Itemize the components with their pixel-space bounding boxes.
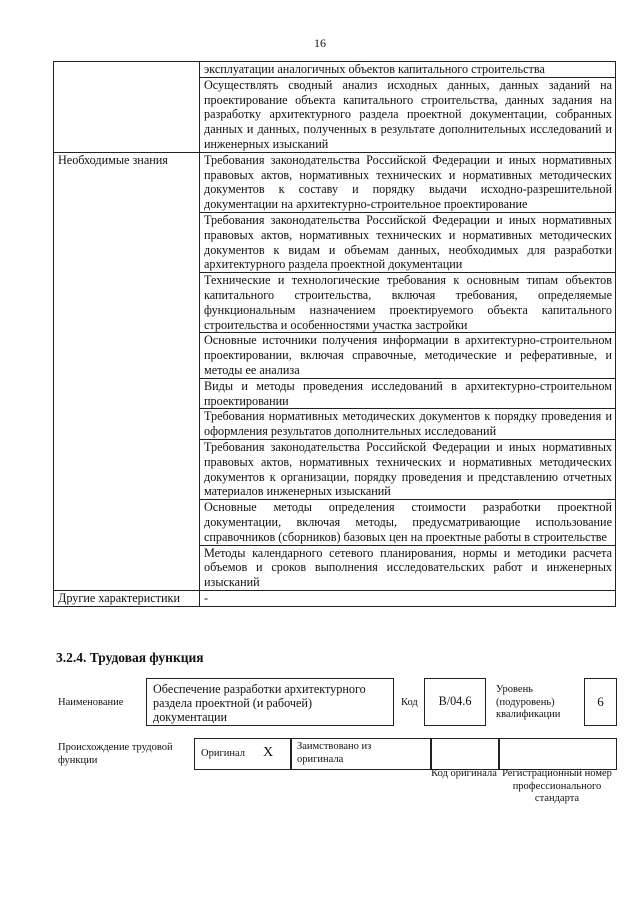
row-content: [200, 62, 616, 153]
code-label: Код: [401, 697, 418, 708]
list-item: Требования законодательства Российской Федерации и иных нормативных правовых актов, нормативных технических и нормативных методических документов к видам и объемам данных, необходимых для разработки архитектурного раздела проектной документации: [200, 212, 615, 272]
table-row: [54, 590, 616, 606]
borrowed-box: [290, 738, 432, 770]
code-original-box: [430, 738, 500, 770]
requirements-table: [53, 61, 616, 607]
code-value: В/04.6: [438, 694, 472, 708]
list-item: Виды и методы проведения исследований в архитектурно-строительном проектировании: [200, 378, 615, 409]
origin-label: Происхождение трудовой функции: [58, 742, 173, 766]
level-value: 6: [597, 694, 604, 709]
row-content: [200, 590, 616, 606]
table-row: [54, 62, 616, 153]
row-content: [200, 152, 616, 590]
level-box: [584, 678, 617, 726]
list-item: Методы календарного сетевого планирования, нормы и методики расчета объемов и сроков выполнения исследовательских работ и инженерных изысканий: [200, 545, 615, 590]
code-original-caption: Код оригинала: [431, 768, 497, 779]
list-item: Основные источники получения информации в архитектурно-строительном проектировании, включая справочные, методические и реферативные, и методы ее анализа: [200, 332, 615, 377]
list-item: -: [204, 590, 209, 605]
list-item: Требования законодательства Российской Федерации и иных нормативных правовых актов, нормативных технических и нормативных методических документов к составу и порядку выдачи исходно-разрешительной документации на архитектурно-строительное проектирование: [204, 152, 612, 212]
borrowed-label: Заимствовано из оригинала: [297, 741, 372, 765]
row-label: Другие характеристики: [54, 590, 200, 606]
list-item: Осуществлять сводный анализ исходных данных, данных заданий на проектирование объекта капитального строительства, данных задания на разработку архитектурного раздела проектной документации, собранных данных и данных, полученных в результате дополнительных исследований и инженерных изысканий: [200, 77, 615, 152]
name-box: [146, 678, 394, 726]
original-box: [194, 738, 292, 770]
list-item: Основные методы определения стоимости разработки проектной документации, включая методы, предусматривающие использование справочников (сборников) базовых цен на проектные работы в строительстве: [200, 499, 615, 544]
name-value: Обеспечение разработки архитектурного раздела проектной (и рабочей) документации: [153, 682, 366, 724]
row-label: Необходимые знания: [54, 152, 200, 590]
reg-number-caption: Регистрационный номер профессионального стандарта: [502, 768, 612, 804]
reg-number-box: [498, 738, 617, 770]
list-item: Технические и технологические требования к основным типам объектов капитального строительства, включая требования, определяемые функциональным назначением проектируемого объекта капитального строительства и особенностями участка застройки: [200, 272, 615, 332]
list-item: эксплуатации аналогичных объектов капитального строительства: [204, 62, 545, 76]
section-title: 3.2.4. Трудовая функция: [56, 650, 204, 665]
page-number: 16: [314, 36, 326, 50]
list-item: Требования законодательства Российской Федерации и иных нормативных правовых актов, нормативных технических и нормативных методических документов к организации, порядку проведения и представлению отчетных материалов инженерных изысканий: [200, 439, 615, 499]
original-label: Оригинал: [201, 748, 245, 759]
name-label: Наименование: [58, 697, 124, 708]
row-label: [54, 62, 200, 153]
table-row: [54, 152, 616, 590]
level-label: Уровень (подуровень) квалификации: [496, 684, 561, 720]
code-box: [424, 678, 486, 726]
original-mark: X: [263, 745, 274, 760]
list-item: Требования нормативных методических документов к порядку проведения и оформления результатов дополнительных исследований: [200, 408, 615, 439]
